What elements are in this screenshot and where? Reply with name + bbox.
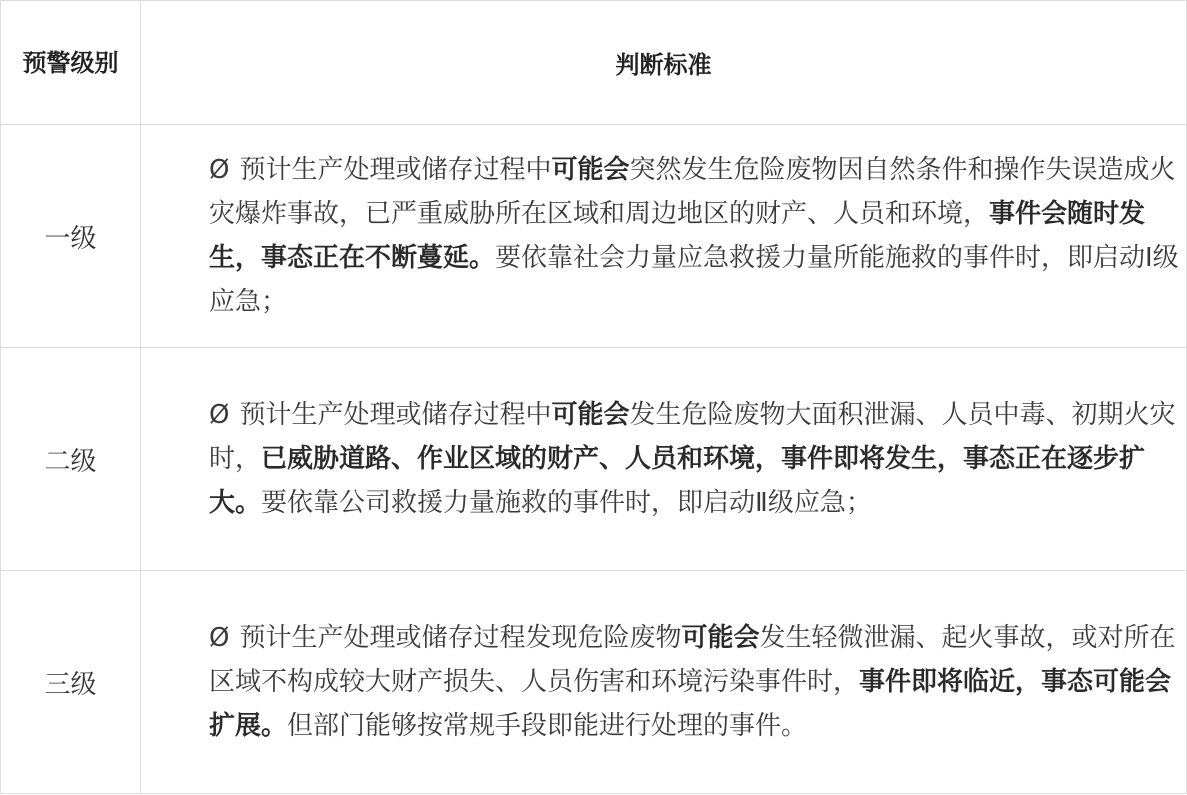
criteria-emphasis-text: 可能会 [681, 623, 760, 653]
criteria-text: 发生轻微泄漏、起火事故，或对所在区域不构成较大财产损失、人员伤害和环境污染事件时， [209, 623, 1176, 697]
warning-level-cell: 一级 [1, 125, 141, 348]
criteria-emphasis-text: 可能会 [551, 155, 630, 185]
bullet-icon: Ø [209, 400, 230, 430]
header-warning-level: 预警级别 [1, 1, 141, 125]
criteria-text: 要依靠公司救援力量施救的事件时，即启动Ⅱ级应急； [261, 488, 872, 518]
criteria-text: 要依靠社会力量应急救援力量所能施救的事件时，即启动Ⅰ级应急； [209, 243, 1179, 317]
criteria-emphasis-text: 事件即将临近，事态可能会扩展。 [209, 667, 1172, 741]
criteria-text: 预计生产处理或储存过程中 [239, 400, 552, 430]
bullet-icon: Ø [209, 623, 230, 653]
criteria-text: 发生危险废物大面积泄漏、人员中毒、初期火灾时， [209, 400, 1176, 474]
criteria-emphasis-text: 事件会随时发生，事态正在不断蔓延。 [209, 199, 1146, 273]
criteria-emphasis-text: 可能会 [551, 400, 630, 430]
warning-level-cell: 三级 [1, 571, 141, 794]
table-header-row [1, 1, 1187, 125]
warning-level-cell: 二级 [1, 348, 141, 571]
criteria-cell [141, 571, 1187, 794]
table-row [1, 125, 1187, 348]
criteria-cell [141, 348, 1187, 571]
header-criteria: 判断标准 [141, 1, 1187, 125]
table-row [1, 348, 1187, 571]
table-row [1, 571, 1187, 794]
criteria-cell [141, 125, 1187, 348]
criteria-text: 预计生产处理或储存过程发现危险废物 [239, 623, 682, 653]
criteria-text: 但部门能够按常规手段即能进行处理的事件。 [287, 711, 808, 741]
criteria-emphasis-text: 已威胁道路、作业区域的财产、人员和环境，事件即将发生，事态正在逐步扩大。 [209, 444, 1146, 518]
bullet-icon: Ø [209, 155, 230, 185]
criteria-text: 突然发生危险废物因自然条件和操作失误造成火灾爆炸事故，已严重威胁所在区域和周边地区的财产、人员和环境， [209, 155, 1176, 229]
criteria-text: 预计生产处理或储存过程中 [239, 155, 552, 185]
